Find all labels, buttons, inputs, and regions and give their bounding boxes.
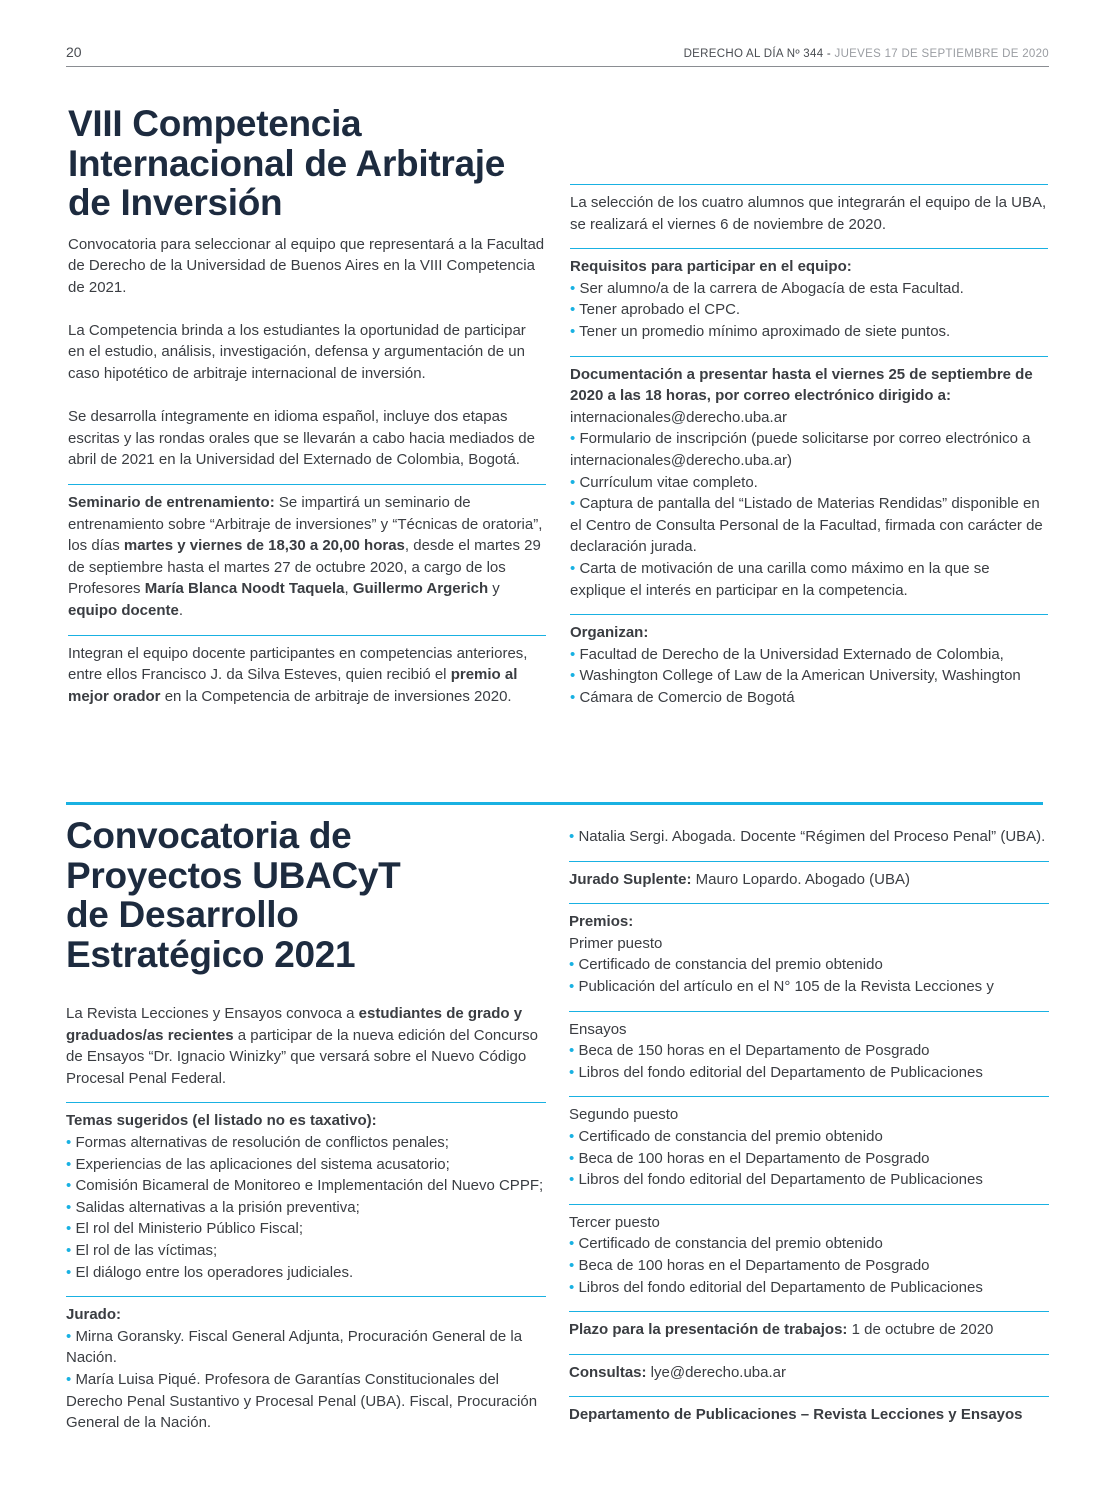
article2-title-line: de Desarrollo [66, 894, 299, 935]
list-item [66, 1154, 546, 1176]
bullet-icon: • [570, 559, 576, 577]
team-paragraph [68, 643, 546, 708]
seminar-text: Se impartirá un seminario de entrenamiento sobre “Arbitraje de inversiones” y “Técnicas de oratoria”, los días [68, 494, 543, 555]
section-divider [569, 1011, 1049, 1012]
section-divider [569, 1396, 1049, 1397]
requisitos-heading: Requisitos para participar en el equipo: [570, 258, 852, 276]
list-item-text: El rol de las víctimas; [75, 1241, 218, 1259]
bullet-icon: • [570, 667, 576, 685]
plazo-value: 1 de octubre de 2020 [847, 1321, 994, 1339]
list-item [570, 428, 1048, 471]
bullet-icon: • [570, 688, 576, 706]
suplente-line [569, 869, 1049, 891]
prize-label: Segundo puesto [569, 1106, 679, 1124]
consultas-line [569, 1362, 1049, 1384]
list-item-text: Libros del fondo editorial del Departamento de Publicaciones [578, 1171, 983, 1189]
seminar-text: , [344, 580, 353, 598]
list-item-text: María Luisa Piqué. Profesora de Garantías Constitucionales del Derecho Penal Sustantivo y Procesal Penal (UBA). Fiscal, Procuración General de la Nación. [66, 1370, 538, 1432]
publication-name: DERECHO AL DÍA Nº 344 - [683, 48, 835, 60]
premios-heading: Premios: [569, 913, 634, 931]
bullet-icon: • [569, 1042, 575, 1060]
list-item-text: Tener aprobado el CPC. [579, 301, 741, 319]
bullet-icon: • [569, 1171, 575, 1189]
intro-text: a participar de la nueva edición del Concurso de Ensayos “Dr. Ignacio Winizky” que versará sobre el Nuevo Código Procesal Penal Federal. [66, 1026, 538, 1087]
bullet-icon: • [570, 473, 576, 491]
list-item-text: El diálogo entre los operadores judiciales. [75, 1263, 354, 1281]
list-item [569, 826, 1049, 848]
bullet-icon: • [66, 1220, 72, 1238]
list-item-text: Experiencias de las aplicaciones del sistema acusatorio; [75, 1155, 450, 1173]
professor-name: Guillermo Argerich [352, 580, 489, 598]
list-item [569, 1126, 1049, 1148]
bullet-icon: • [569, 956, 575, 974]
bullet-icon: • [569, 828, 575, 845]
bullet-icon: • [569, 1278, 575, 1296]
list-item [569, 1277, 1049, 1299]
page-header [66, 44, 1049, 67]
bullet-icon: • [66, 1241, 72, 1259]
list-item-text: Publicación del artículo en el N° 105 de la Revista Lecciones y [578, 977, 994, 995]
intro-text: La Revista Lecciones y Ensayos convoca a [66, 1005, 359, 1022]
bullet-icon: • [569, 1149, 575, 1167]
seminar-paragraph [68, 492, 546, 622]
bullet-icon: • [570, 279, 576, 297]
list-item [570, 299, 1048, 321]
bullet-icon: • [570, 430, 576, 448]
article1-title-line: de Inversión [68, 182, 283, 223]
bullet-icon: • [570, 301, 576, 319]
list-item-text: Certificado de constancia del premio obtenido [578, 1235, 883, 1253]
contact-email: internacionales@derecho.uba.ar [570, 408, 788, 426]
bullet-icon: • [569, 1235, 575, 1253]
list-item [570, 665, 1048, 687]
list-item [569, 976, 1049, 998]
article2-right-column [569, 826, 1049, 1426]
article-separator [66, 802, 1043, 805]
list-item-text: Beca de 150 horas en el Departamento de Posgrado [578, 1042, 930, 1060]
article2-left-column [66, 816, 546, 1434]
team-text: Integran el equipo docente participantes en competencias anteriores, entre ellos Francisco J. da Silva Esteves, quien recibió el [68, 644, 528, 684]
seminar-text: y [488, 580, 500, 598]
team-text: en la Competencia de arbitraje de inversiones 2020. [160, 687, 512, 705]
bullet-icon: • [569, 977, 575, 995]
article1-left-column [68, 104, 546, 707]
award-label: premio al mejor orador [68, 666, 518, 705]
list-item-text: Certificado de constancia del premio obtenido [578, 1127, 883, 1145]
article1-right-column [570, 184, 1048, 708]
prize-label: Primer puesto [569, 934, 663, 952]
section-divider [68, 635, 546, 636]
article2-title [66, 816, 546, 974]
list-item-text: Currículum vitae completo. [579, 473, 758, 491]
list-item [66, 1218, 546, 1240]
list-item [569, 954, 1049, 976]
section-divider [569, 1204, 1049, 1205]
list-item [66, 1240, 546, 1262]
list-item [570, 558, 1048, 601]
list-item [570, 493, 1048, 558]
professor-name: María Blanca Noodt Taquela [144, 580, 345, 598]
consultas-label: Consultas: [569, 1363, 647, 1381]
list-item [66, 1197, 546, 1219]
list-item-text: El rol del Ministerio Público Fiscal; [75, 1220, 304, 1238]
temas-heading: Temas sugeridos (el listado no es taxativo): [66, 1112, 377, 1130]
list-item-text: Comisión Bicameral de Monitoreo e Implementación del Nuevo CPPF; [75, 1177, 544, 1195]
article1-paragraph: Se desarrolla íntegramente en idioma español, incluye dos etapas escritas y las rondas orales que se llevarán a cabo hacia mediados de abril de 2021 en la Universidad del Externado de Colombia, Bogotá. [68, 408, 535, 469]
bullet-icon: • [66, 1198, 72, 1216]
section-divider [68, 484, 546, 485]
jurado-heading: Jurado: [66, 1306, 122, 1324]
bullet-icon: • [66, 1177, 72, 1195]
list-item-text: Formas alternativas de resolución de conflictos penales; [75, 1133, 449, 1151]
selection-paragraph: La selección de los cuatro alumnos que integrarán el equipo de la UBA, se realizará el viernes 6 de noviembre de 2020. [570, 194, 1047, 233]
list-item-text: Carta de motivación de una carilla como máximo en la que se explique el interés en participar en la competencia. [570, 559, 990, 599]
section-divider [569, 1354, 1049, 1355]
list-item-text: Libros del fondo editorial del Departamento de Publicaciones [578, 1278, 983, 1296]
list-item [569, 1148, 1049, 1170]
bullet-icon: • [570, 645, 576, 663]
intro-highlight: estudiantes de grado y graduados/as recientes [66, 1005, 523, 1044]
bullet-icon: • [66, 1155, 72, 1173]
list-item-text: Tener un promedio mínimo aproximado de siete puntos. [579, 322, 951, 340]
list-item-text: Libros del fondo editorial del Departamento de Publicaciones [578, 1063, 983, 1081]
list-item-text: Cámara de Comercio de Bogotá [579, 688, 795, 706]
department-footer: Departamento de Publicaciones – Revista Lecciones y Ensayos [569, 1406, 1023, 1424]
section-divider [569, 1311, 1049, 1312]
seminar-text: . [178, 602, 184, 619]
section-divider [569, 1096, 1049, 1097]
bullet-icon: • [66, 1370, 72, 1388]
seminar-schedule: martes y viernes de 18,30 a 20,00 horas [123, 537, 405, 555]
list-item-text: Formulario de inscripción (puede solicitarse por correo electrónico a internacionales@derecho.uba.ar) [570, 430, 1031, 469]
list-item-text: Beca de 100 horas en el Departamento de Posgrado [578, 1149, 930, 1167]
seminar-label: Seminario de entrenamiento: [68, 494, 275, 512]
list-item-text: Facultad de Derecho de la Universidad Externado de Colombia, [579, 645, 1004, 663]
list-item [66, 1326, 546, 1369]
publication-date: JUEVES 17 DE SEPTIEMBRE DE 2020 [834, 48, 1049, 60]
suplente-value: Mauro Lopardo. Abogado (UBA) [691, 870, 910, 888]
bullet-icon: • [569, 1127, 575, 1145]
list-item-text: Ser alumno/a de la carrera de Abogacía de esta Facultad. [579, 279, 964, 297]
article2-title-line: Proyectos UBACyT [66, 854, 401, 896]
article1-intro: Convocatoria para seleccionar al equipo que representará a la Facultad de Derecho de la Universidad de Buenos Aires en la VIII Competencia de 2021. [68, 235, 545, 296]
list-item [570, 644, 1048, 666]
seminar-text: , desde el martes 29 de septiembre hasta el martes 27 de octubre 2020, a cargo de los Profesores [68, 537, 541, 598]
article2-title-line: Estratégico 2021 [66, 933, 356, 975]
suplente-label: Jurado Suplente: [569, 870, 692, 888]
list-item-text: Mirna Goransky. Fiscal General Adjunta, Procuración General de la Nación. [66, 1327, 523, 1367]
list-item-text: Captura de pantalla del “Listado de Materias Rendidas” disponible en el Centro de Consulta Personal de la Facultad, firmada con carácter de declaración jurada. [570, 495, 1043, 556]
bullet-icon: • [570, 322, 576, 340]
article1-title-line: Internacional de Arbitraje [68, 142, 505, 184]
list-item [66, 1369, 546, 1434]
bullet-icon: • [570, 495, 576, 513]
list-item [66, 1262, 546, 1284]
list-item [66, 1132, 546, 1154]
list-item [570, 321, 1048, 343]
bullet-icon: • [66, 1327, 72, 1345]
running-header [684, 48, 1049, 60]
list-item [570, 278, 1048, 300]
article1-title-line: VIII Competencia [68, 103, 362, 144]
bullet-icon: • [66, 1263, 72, 1281]
article2-intro [66, 1003, 546, 1089]
list-item [570, 687, 1048, 709]
organizan-heading: Organizan: [570, 624, 649, 642]
team-label: equipo docente [68, 602, 179, 619]
section-divider [570, 184, 1048, 185]
list-item-text: Natalia Sergi. Abogada. Docente “Régimen del Proceso Penal” (UBA). [578, 828, 1046, 845]
list-item [569, 1255, 1049, 1277]
list-item-text: Salidas alternativas a la prisión preventiva; [75, 1198, 360, 1216]
list-item [570, 472, 1048, 494]
list-item [569, 1040, 1049, 1062]
consultas-email: lye@derecho.uba.ar [646, 1363, 786, 1381]
list-item-text: Certificado de constancia del premio obtenido [578, 956, 883, 974]
section-divider [569, 903, 1049, 904]
page-number: 20 [66, 44, 82, 60]
list-item [66, 1175, 546, 1197]
prize-label: Ensayos [569, 1020, 627, 1038]
article1-title [68, 104, 546, 223]
plazo-label: Plazo para la presentación de trabajos: [569, 1321, 848, 1339]
section-divider [66, 1296, 546, 1297]
plazo-line [569, 1319, 1049, 1341]
list-item-text: Beca de 100 horas en el Departamento de Posgrado [578, 1256, 930, 1274]
list-item [569, 1062, 1049, 1084]
article2-title-line: Convocatoria de [66, 815, 352, 856]
section-divider [569, 861, 1049, 862]
section-divider [570, 614, 1048, 615]
section-divider [570, 248, 1048, 249]
list-item [569, 1233, 1049, 1255]
bullet-icon: • [569, 1256, 575, 1274]
bullet-icon: • [66, 1133, 72, 1151]
list-item-text: Washington College of Law de la American University, Washington [579, 667, 1021, 685]
bullet-icon: • [569, 1063, 575, 1081]
list-item [569, 1169, 1049, 1191]
article1-paragraph: La Competencia brinda a los estudiantes la oportunidad de participar en el estudio, análisis, investigación, defensa y argumentación de un caso hipotético de arbitraje internacional de inversión. [68, 321, 526, 383]
section-divider [66, 1102, 546, 1103]
prize-label: Tercer puesto [569, 1213, 660, 1231]
section-divider [570, 356, 1048, 357]
documentacion-heading: Documentación a presentar hasta el viernes 25 de septiembre de 2020 a las 18 horas, por correo electrónico dirigido a: [570, 365, 1033, 405]
